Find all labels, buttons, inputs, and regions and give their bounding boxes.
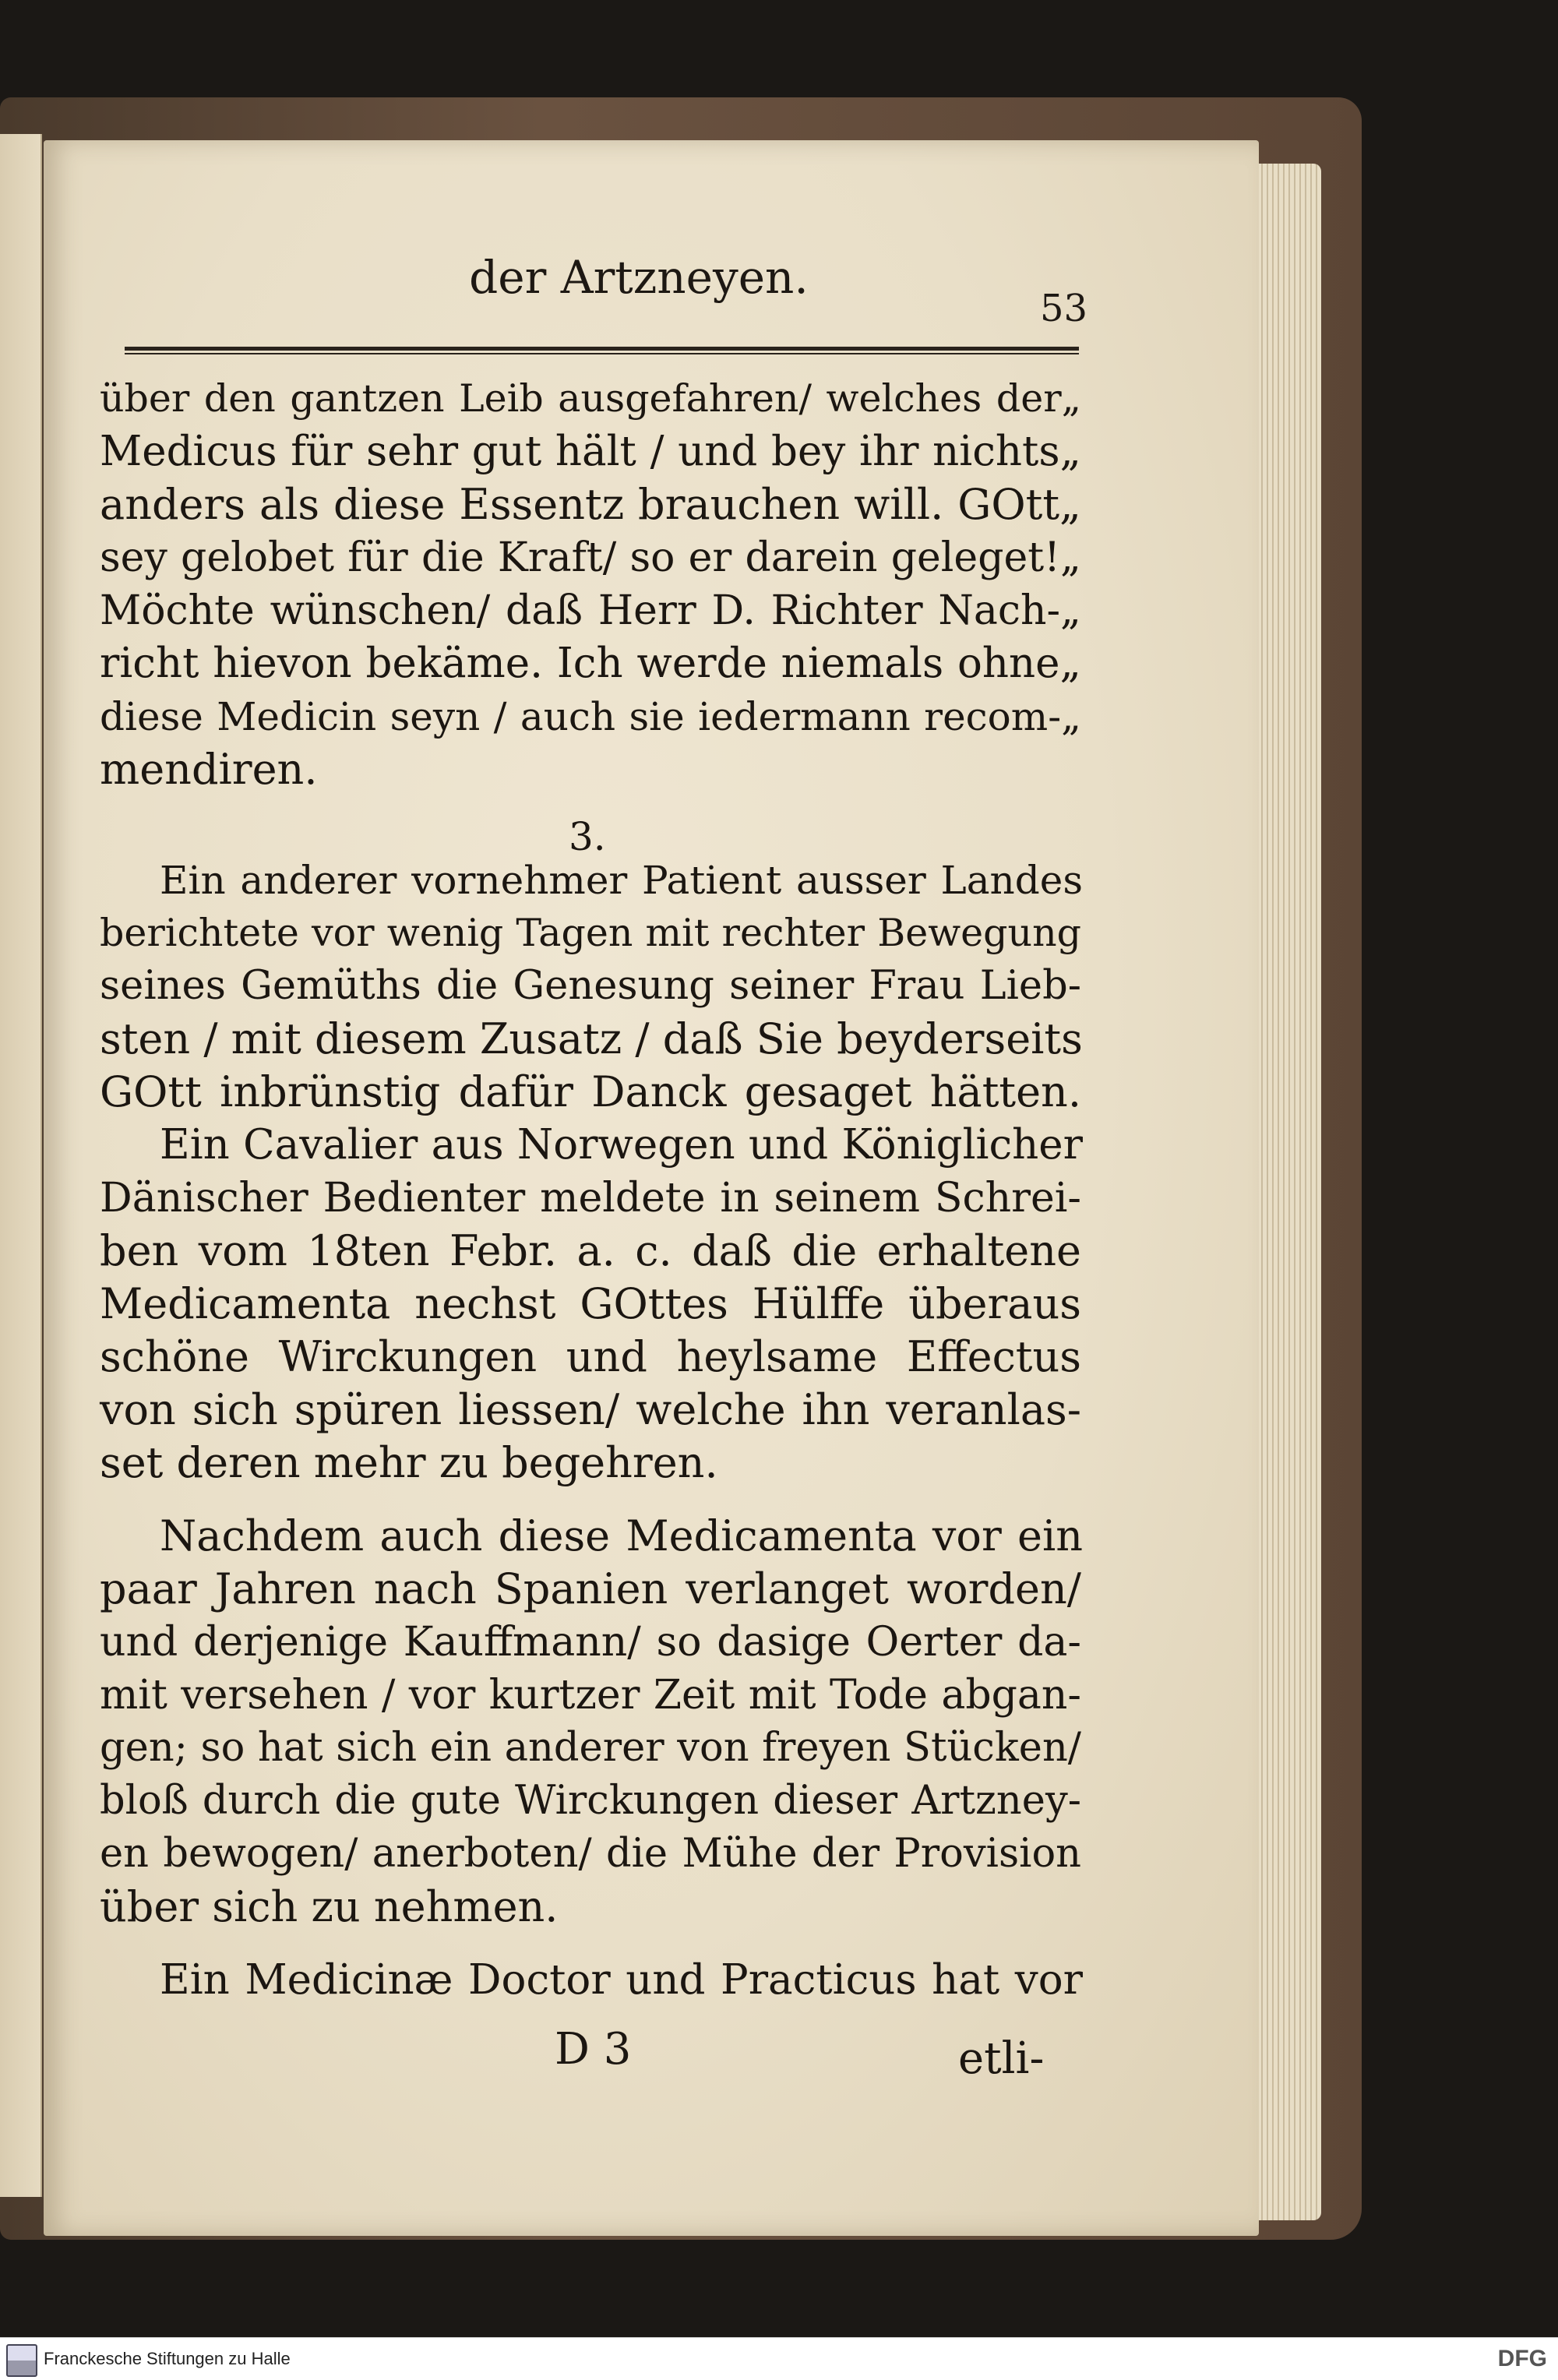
text-line: Ein Cavalier aus Norwegen und Königlicher — [160, 1121, 1083, 1169]
running-head: der Artzneyen. — [469, 251, 809, 304]
text-line: seines Gemüths die Genesung seiner Frau Lieb- — [100, 963, 1081, 1009]
text-line: mendiren. — [100, 745, 318, 794]
text-line: en bewogen/ anerboten/ die Mühe der Provision — [100, 1831, 1081, 1877]
text-line: ben vom 18ten Febr. a. c. daß die erhaltene — [100, 1226, 1081, 1275]
text-line: Ein Medicinæ Doctor und Practicus hat vor — [160, 1956, 1083, 2004]
text-line: schöne Wirckungen und heylsame Effectus — [100, 1332, 1081, 1381]
section-number: 3. — [569, 814, 606, 859]
institution-logo-icon — [6, 2344, 37, 2377]
text-line: richt hievon bekäme. Ich werde niemals ohne„ — [100, 640, 1081, 687]
text-line: Möchte wünschen/ daß Herr D. Richter Nach-„ — [100, 587, 1081, 634]
text-line: Dänischer Bedienter meldete in seinem Schrei- — [100, 1175, 1081, 1222]
text-line: und derjenige Kauffmann/ so dasige Oerter da- — [100, 1619, 1081, 1666]
text-line: Nachdem auch diese Medicamenta vor ein — [160, 1511, 1083, 1560]
institution-name: Franckesche Stiftungen zu Halle — [44, 2349, 291, 2368]
text-line: über sich zu nehmen. — [100, 1882, 559, 1931]
text-line: GOtt inbrünstig dafür Danck gesaget hätten. — [100, 1067, 1081, 1116]
page-number: 53 — [1040, 287, 1088, 330]
text-line: set deren mehr zu begehren. — [100, 1438, 718, 1487]
text-line: anders als diese Essentz brauchen will. GOtt„ — [100, 480, 1081, 529]
signature-mark: D 3 — [555, 2024, 632, 2075]
text-line: über den gantzen Leib ausgefahren/ welches der„ — [100, 376, 1081, 421]
text-line: sey gelobet für die Kraft/ so er darein geleget!„ — [100, 534, 1081, 581]
text-line: Ein anderer vornehmer Patient ausser Landes — [160, 858, 1083, 903]
text-line: gen; so hat sich ein anderer von freyen Stücken/ — [100, 1725, 1081, 1771]
text-line: berichtete vor wenig Tagen mit rechter Bewegung — [100, 911, 1081, 955]
facing-page-edge — [0, 134, 42, 2197]
viewer-footer — [0, 2337, 1558, 2380]
text-line: diese Medicin seyn / auch sie iedermann recom-„ — [100, 694, 1081, 739]
text-line: mit versehen / vor kurtzer Zeit mit Tode abgan- — [100, 1672, 1081, 1719]
text-line: bloß durch die gute Wirckungen dieser Artzney- — [100, 1778, 1081, 1824]
dfg-logo: DFG — [1497, 2346, 1547, 2371]
text-line: von sich spüren liessen/ welche ihn veranlas- — [100, 1385, 1081, 1434]
catchword: etli- — [958, 2033, 1045, 2084]
header-rule — [125, 347, 1079, 351]
text-line: Medicamenta nechst GOttes Hülffe überaus — [100, 1279, 1081, 1328]
text-line: paar Jahren nach Spanien verlanget worden/ — [100, 1564, 1081, 1613]
text-line: sten / mit diesem Zusatz / daß Sie beyderseits — [100, 1014, 1083, 1063]
text-line: Medicus für sehr gut hält / und bey ihr nichts„ — [100, 428, 1081, 475]
